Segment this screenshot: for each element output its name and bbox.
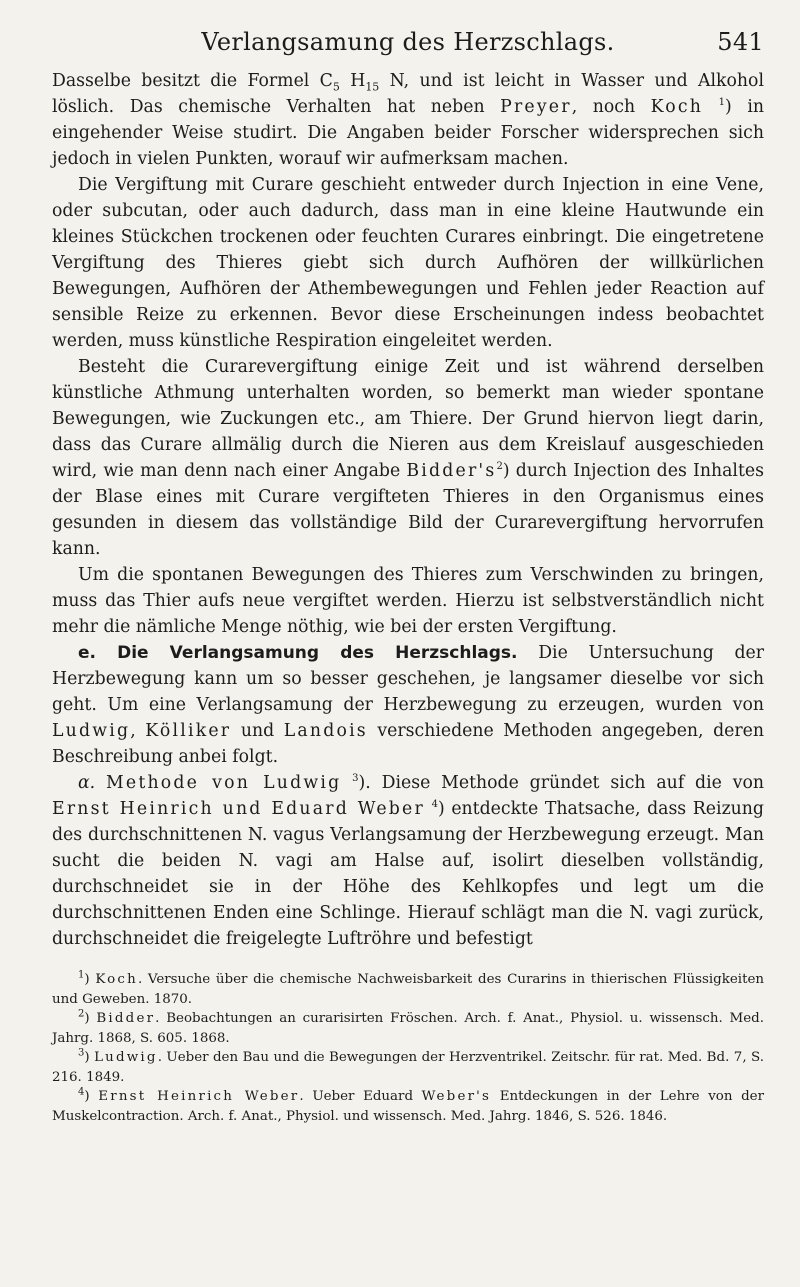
footnote-ref-4[interactable]: 4: [431, 799, 438, 811]
author-landois: Landois: [283, 721, 368, 741]
footnote-1: $^1$) Koch. Versuche über die chemische Nachweisbarkeit des Curarins in thierischen Flüssigkeiten und Geweben. 1870.: [52, 969, 764, 1007]
author-koch: Koch: [650, 97, 704, 117]
footnote-ref-2[interactable]: 2: [496, 461, 503, 473]
author-bidder: Bidder's: [406, 461, 497, 481]
paragraph-formula: Dasselbe besitzt die Formel $C_5$ $H_{15}$ N, und ist leicht in Wasser und Alkohol löslich. Das chemische Verhalten hat neben Preyer, noch Koch $^1$) in eingehender Weise studirt. Die Angaben beider Forscher widersprechen sich jedoch in vielen Punkten, worauf wir aufmerksam machen.: [52, 71, 764, 169]
author-preyer: Preyer: [500, 97, 572, 117]
footnote-ref-3[interactable]: 3: [352, 773, 359, 785]
book-page: [52, 24, 764, 1126]
paragraph-curarevergiftung: Besteht die Curarevergiftung einige Zeit und ist während derselben künstliche Athmung unterhalten worden, so bemerkt man wieder spontane Bewegungen, wie Zuckungen etc., am Thiere. Der Grund hiervon liegt darin, dass das Curare allmälig durch die Nieren aus dem Kreislauf ausgeschieden wird, wie man denn nach einer Angabe $Bidder's^2$) durch Injection des Inhaltes der Blase eines mit Curare vergifteten Thieres in den Organismus eines gesunden in diesem das vollständige Bild der Curarevergiftung hervorrufen kann.: [52, 357, 764, 559]
method-title: Methode von Ludwig: [106, 773, 342, 793]
footnote-ref-1[interactable]: 1: [718, 97, 726, 109]
paragraph-methode-ludwig: α. Methode von Ludwig $^3$). Diese Methode gründet sich auf die von Ernst Heinrich und Eduard Weber $^4$) entdeckte Thatsache, dass Reizung des durchschnittenen N. vagus Verlangsamung der Herzbewegung erzeugt. Man sucht die beiden N. vagi am Halse auf, isolirt dieselben vollständig, durchschneidet sie in der Höhe des Kehlkopfes und legt um die durchschnittenen Enden eine Schlinge. Hierauf schlägt man die N. vagi zurück, durchschneidet die freigelegte Luftröhre und befestigt: [52, 773, 764, 949]
page-number: 541: [717, 28, 764, 56]
paragraph-spontane-bewegungen: Um die spontanen Bewegungen des Thieres zum Verschwinden zu bringen, muss das Thier aufs neue vergiftet werden. Hierzu ist selbstverständlich nicht mehr die nämliche Menge nöthig, wie bei der ersten Vergiftung.: [52, 565, 764, 637]
footnote-2: $^2$) Bidder. Beobachtungen an curarisirten Fröschen. Arch. f. Anat., Physiol. u. wissensch. Med. Jahrg. 1868, S. 605. 1868.: [52, 1008, 764, 1046]
author-weber: Ernst Heinrich und Eduard Weber: [52, 799, 425, 819]
body-text: [52, 68, 764, 952]
footnotes: [52, 970, 764, 1126]
author-ludwig: Ludwig: [52, 721, 131, 741]
running-title: Verlangsamung des Herzschlags.: [201, 28, 615, 56]
section-heading: e. Die Verlangsamung des Herzschlags.: [78, 643, 518, 663]
author-koelliker: Kölliker: [145, 721, 232, 741]
paragraph-section-e: e. Die Verlangsamung des Herzschlags. Die Untersuchung der Herzbewegung kann um so besser geschehen, je langsamer dieselbe vor sich geht. Um eine Verlangsamung der Herzbewegung zu erzeugen, wurden von Ludwig, Kölliker und Landois verschiedene Methoden angegeben, deren Beschreibung anbei folgt.: [52, 643, 764, 767]
running-header: [52, 24, 764, 62]
paragraph-vergiftung: Die Vergiftung mit Curare geschieht entweder durch Injection in eine Vene, oder subcutan, oder auch dadurch, dass man in eine kleine Hautwunde ein kleines Stückchen trockenen oder feuchten Curares einbringt. Die eingetretene Vergiftung des Thieres giebt sich durch Aufhören der willkürlichen Bewegungen, Aufhören der Athembewegungen und Fehlen jeder Reaction auf sensible Reize zu erkennen. Bevor diese Erscheinungen indess beobachtet werden, muss künstliche Respiration eingeleitet werden.: [52, 175, 764, 351]
footnote-4: $^4$) Ernst Heinrich Weber. Ueber Eduard Weber's Entdeckungen in der Lehre von der Muskelcontraction. Arch. f. Anat., Physiol. und wissensch. Med. Jahrg. 1846, S. 526. 1846.: [52, 1086, 765, 1124]
footnote-3: $^3$) Ludwig. Ueber den Bau und die Bewegungen der Herzventrikel. Zeitschr. für rat. Med. Bd. 7, S. 216. 1849.: [52, 1047, 765, 1085]
